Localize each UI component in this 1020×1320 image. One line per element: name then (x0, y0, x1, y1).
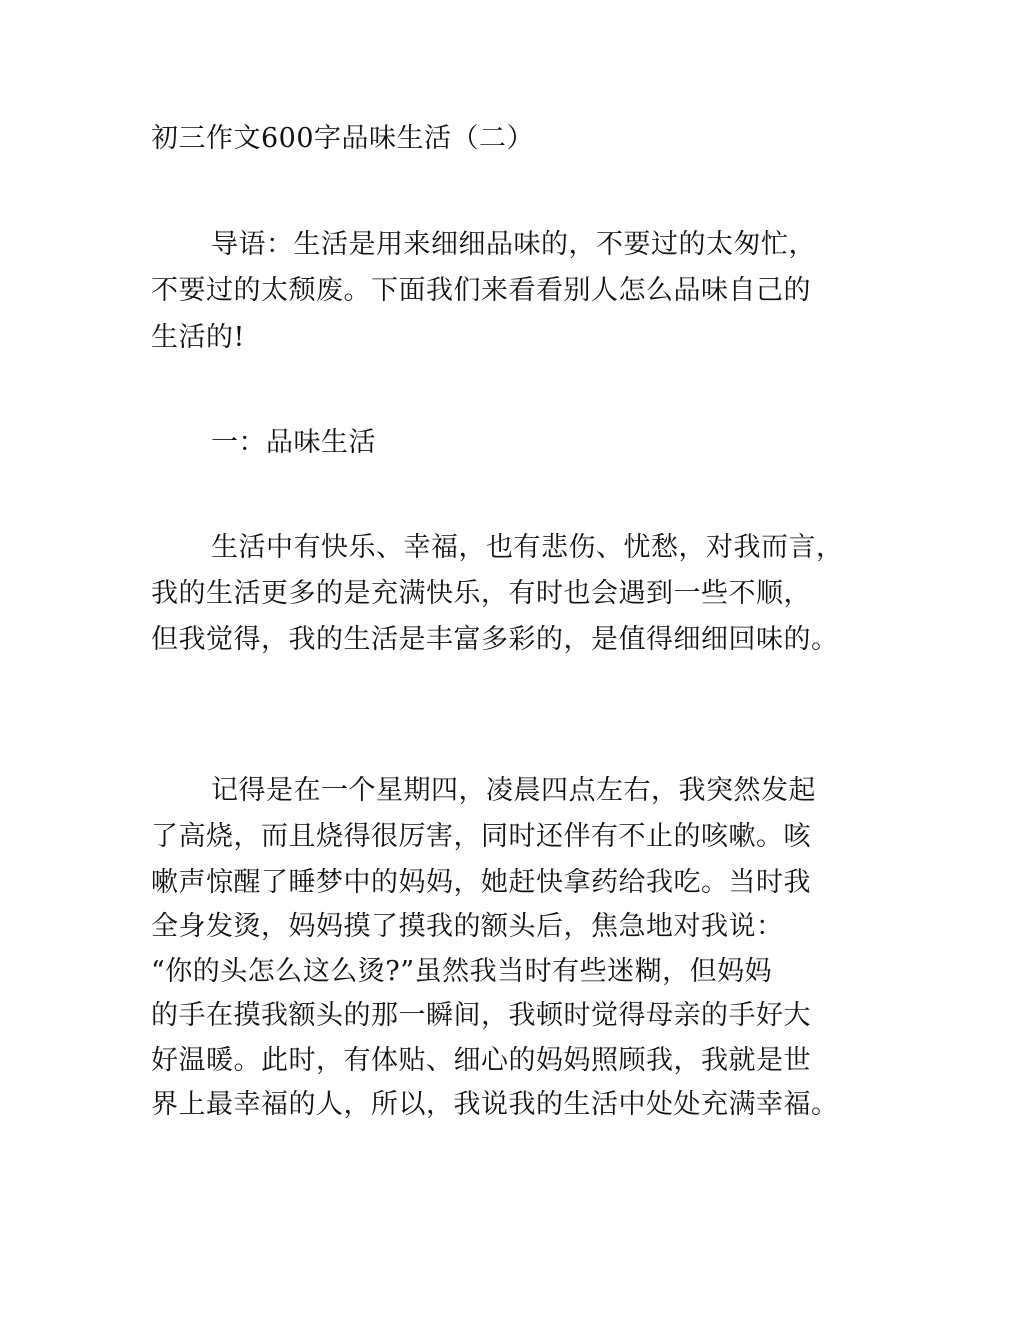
document-title: 初三作文600字品味生活（二） (151, 123, 535, 154)
section-heading: 一：品味生活 (211, 427, 376, 458)
paragraph1-line-2: 我的生活更多的是充满快乐，有时也会遇到一些不顺， (151, 578, 811, 609)
paragraph2-line-8: 界上最幸福的人，所以，我说我的生活中处处充满幸福。 (151, 1089, 839, 1120)
paragraph2-line-3: 嗽声惊醒了睡梦中的妈妈，她赶快拿药给我吃。当时我 (151, 867, 811, 898)
paragraph2-line-2: 了高烧，而且烧得很厉害，同时还伴有不止的咳嗽。咳 (151, 821, 811, 852)
paragraph1-line-3: 但我觉得，我的生活是丰富多彩的，是值得细细回味的。 (151, 624, 839, 655)
intro-line-3: 生活的! (151, 322, 245, 353)
paragraph2-line-7: 好温暖。此时，有体贴、细心的妈妈照顾我，我就是世 (151, 1045, 811, 1076)
paragraph2-line-1: 记得是在一个星期四，凌晨四点左右，我突然发起 (211, 775, 816, 806)
paragraph2-line-4: 全身发烫，妈妈摸了摸我的额头后，焦急地对我说： (151, 911, 784, 942)
intro-line-1: 导语：生活是用来细细品味的，不要过的太匆忙， (211, 229, 816, 260)
paragraph1-line-1: 生活中有快乐、幸福，也有悲伤、忧愁，对我而言， (211, 532, 844, 563)
intro-line-2: 不要过的太颓废。下面我们来看看别人怎么品味自己的 (151, 275, 811, 306)
paragraph2-line-5: “你的头怎么这么烫?”虽然我当时有些迷糊，但妈妈 (151, 956, 773, 987)
paragraph2-line-6: 的手在摸我额头的那一瞬间，我顿时觉得母亲的手好大 (151, 1000, 811, 1031)
